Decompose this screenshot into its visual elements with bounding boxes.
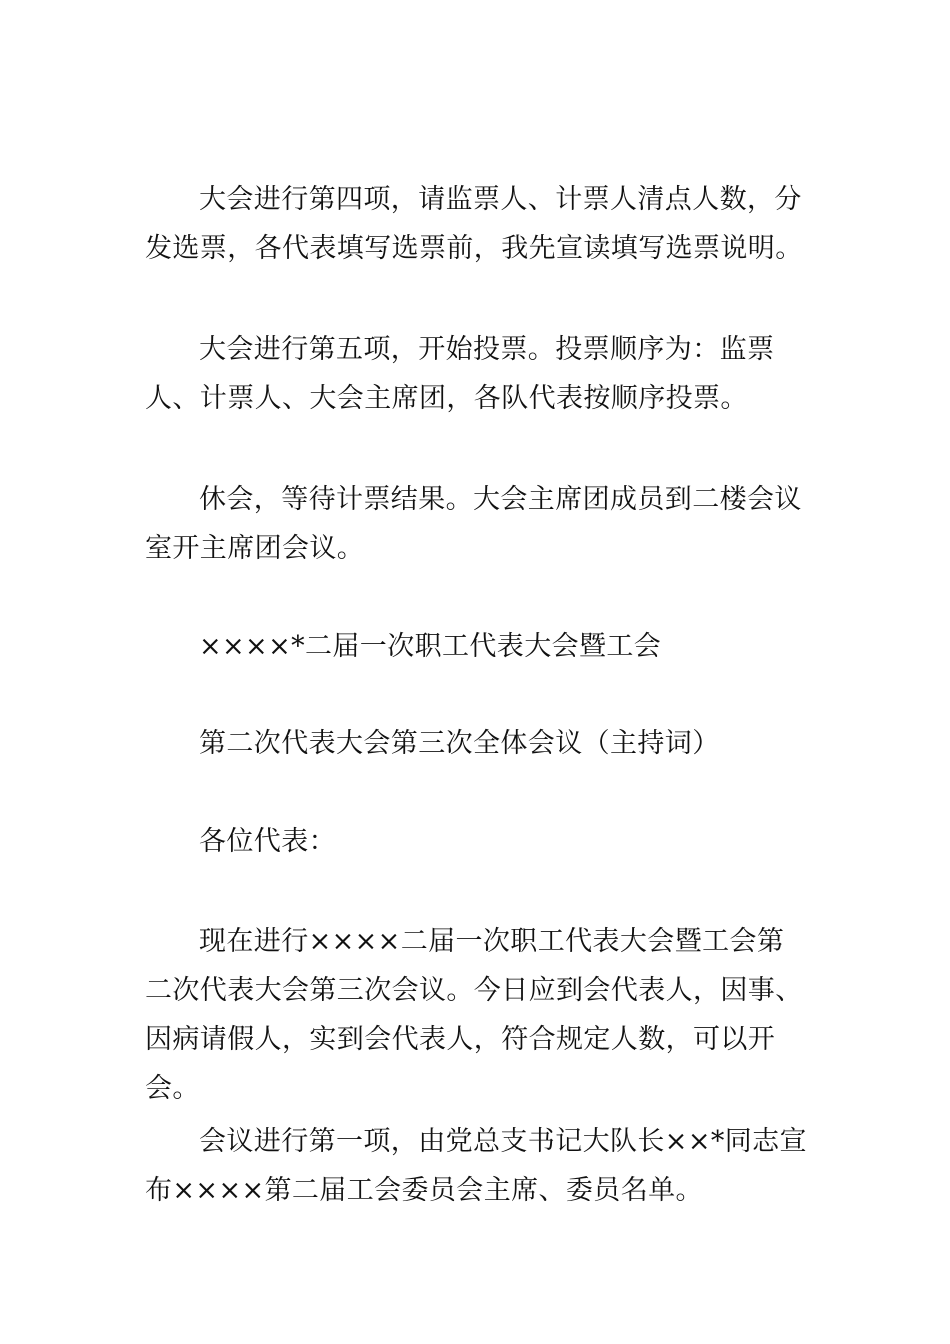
meeting-title-line-1: ××××*二届一次职工代表大会暨工会 — [199, 631, 662, 662]
salutation: 各位代表： — [199, 826, 336, 857]
paragraph-item-one: 会议进行第一项，由党总支书记大队长××*同志宣布××××第二届工会委员会主席、委员名单。 — [145, 1126, 807, 1206]
paragraph-voting-item-four: 大会进行第四项，请监票人、计票人清点人数，分发选票，各代表填写选票前，我先宣读填写选票说明。 — [145, 184, 803, 264]
meeting-title-line-2: 第二次代表大会第三次全体会议（主持词） — [199, 728, 720, 759]
paragraph-recess: 休会，等待计票结果。大会主席团成员到二楼会议室开主席团会议。 — [145, 484, 802, 564]
paragraph-voting-item-five: 大会进行第五项，开始投票。投票顺序为：监票人、计票人、大会主席团，各队代表按顺序投票。 — [145, 334, 775, 414]
paragraph-meeting-opening: 现在进行××××二届一次职工代表大会暨工会第二次代表大会第三次会议。今日应到会代表人，因事、因病请假人，实到会代表人，符合规定人数，可以开会。 — [145, 926, 803, 1104]
